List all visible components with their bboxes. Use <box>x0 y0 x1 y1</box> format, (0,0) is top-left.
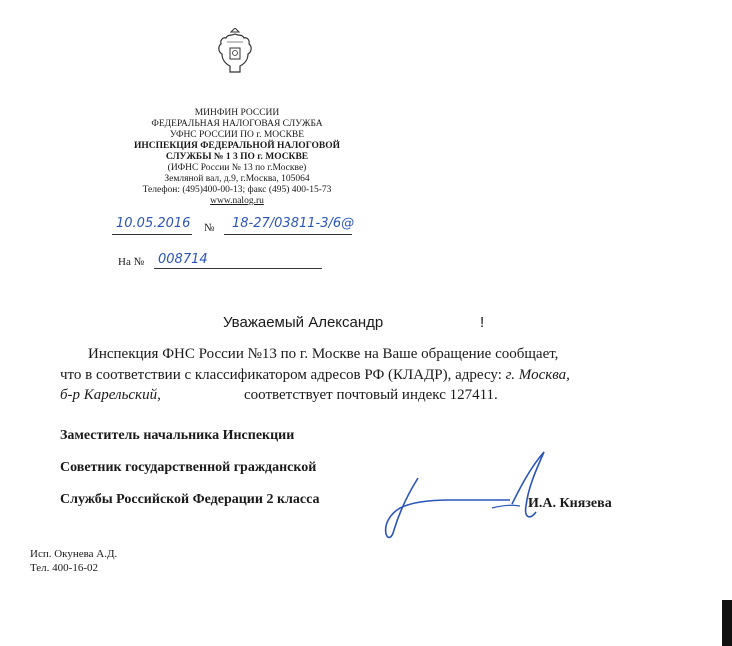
header-department: УФНС РОССИИ ПО г. МОСКВЕ <box>169 130 305 140</box>
header-phone: Телефон: (495)400-00-13; факс (495) 400-15-73 <box>142 185 332 195</box>
signatory-title-2: Советник государственной гражданской <box>60 460 317 475</box>
header-ministry: МИНФИН РОССИИ <box>194 108 280 118</box>
header-short-name: (ИФНС России № 13 по г.Москве) <box>167 163 307 173</box>
registration-number: 18-27/03811-3/6@ <box>232 216 355 231</box>
body-line-2 <box>60 367 570 384</box>
registration-date: 10.05.2016 <box>116 216 191 231</box>
body-address-city: г. Москва, <box>505 367 570 383</box>
header-service: ФЕДЕРАЛЬНАЯ НАЛОГОВАЯ СЛУЖБА <box>151 119 323 129</box>
header-address: Земляной вал, д.9, г.Москва, 105064 <box>164 174 310 184</box>
signatory-title-1: Заместитель начальника Инспекции <box>60 428 295 443</box>
date-underline <box>112 234 192 235</box>
ref-number: 008714 <box>158 252 208 267</box>
header-inspection: ИНСПЕКЦИЯ ФЕДЕРАЛЬНОЙ НАЛОГОВОЙ <box>133 141 341 151</box>
ref-underline <box>154 268 322 269</box>
number-label: № <box>204 222 215 234</box>
signatory-name: И.А. Князева <box>528 496 612 511</box>
header-website-link[interactable]: www.nalog.ru <box>210 196 264 206</box>
executor-phone: Тел. 400-16-02 <box>30 562 98 574</box>
body-postal-code: соответствует почтовый индекс 127411. <box>244 387 498 403</box>
coat-of-arms-icon <box>214 28 256 78</box>
executor-name: Исп. Окунева А.Д. <box>30 548 118 560</box>
handwritten-signature <box>360 448 550 544</box>
ref-label: На № <box>118 256 145 268</box>
body-line-1: Инспекция ФНС России №13 по г. Москве на Ваше обращение сообщает, <box>88 346 559 362</box>
greeting-exclamation: ! <box>480 314 485 331</box>
signatory-title-3: Службы Российской Федерации 2 класса <box>60 492 320 507</box>
greeting: Уважаемый Александр <box>223 314 384 331</box>
header-inspection-number: СЛУЖБЫ № 1 3 ПО г. МОСКВЕ <box>165 152 309 162</box>
body-line-2-text: что в соответствии с классификатором адресов РФ (КЛАДР), адресу: <box>60 367 506 383</box>
number-underline <box>224 234 352 235</box>
body-address-street: б-р Карельский, <box>60 387 161 403</box>
scan-edge <box>722 600 732 646</box>
